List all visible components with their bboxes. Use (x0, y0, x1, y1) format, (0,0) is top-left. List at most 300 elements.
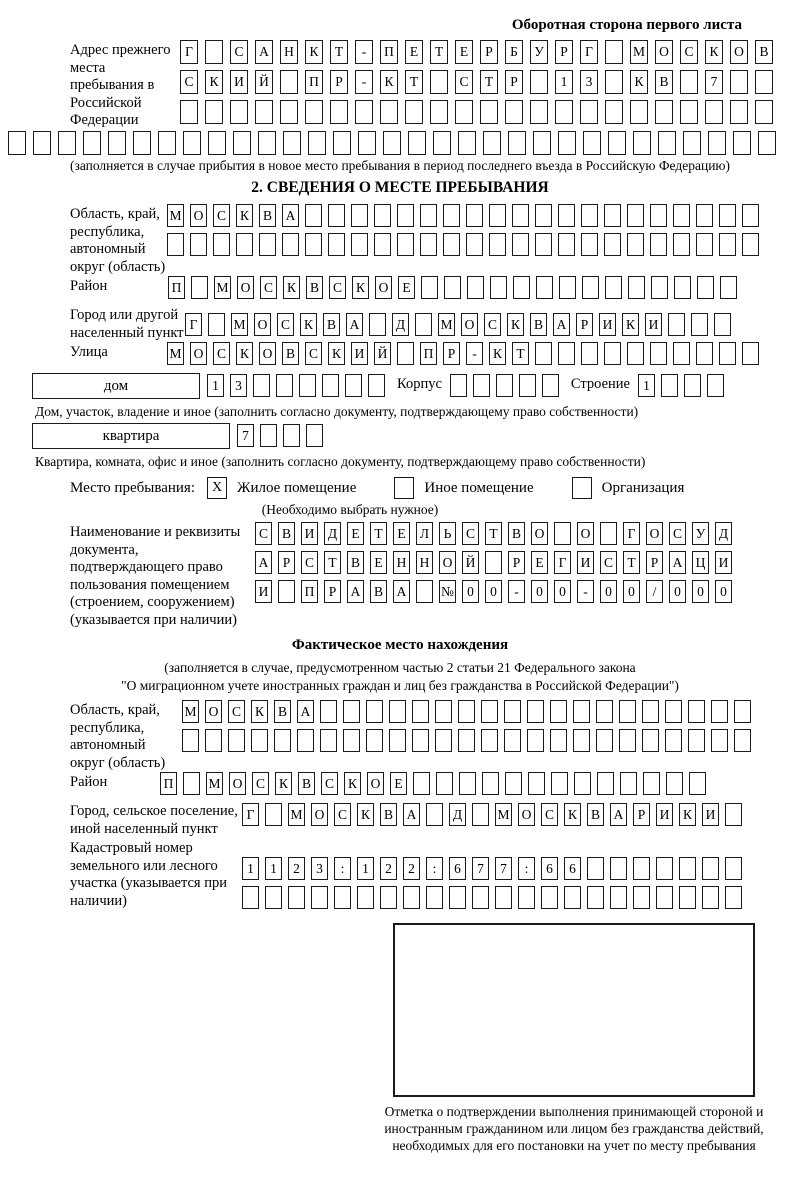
char-cell[interactable] (513, 276, 530, 299)
char-cell[interactable] (734, 700, 751, 723)
char-cell[interactable]: С (180, 70, 198, 94)
char-cell[interactable] (742, 204, 759, 227)
char-cell[interactable]: В (259, 204, 276, 227)
char-cell[interactable] (619, 700, 636, 723)
char-cell[interactable]: Д (715, 522, 732, 545)
char-cell[interactable] (383, 131, 401, 155)
char-cell[interactable] (527, 729, 544, 752)
char-cell[interactable]: С (462, 522, 479, 545)
char-cell[interactable]: 3 (311, 857, 328, 880)
stay-checkbox-organization[interactable] (572, 477, 592, 499)
char-cell[interactable] (650, 342, 667, 365)
char-cell[interactable] (688, 700, 705, 723)
char-cell[interactable] (725, 857, 742, 880)
char-cell[interactable] (650, 233, 667, 256)
char-cell[interactable]: Т (430, 40, 448, 64)
char-cell[interactable] (596, 729, 613, 752)
char-cell[interactable] (559, 276, 576, 299)
char-cell[interactable] (587, 886, 604, 909)
char-cell[interactable] (550, 700, 567, 723)
char-cell[interactable]: К (236, 342, 253, 365)
char-cell[interactable]: М (288, 803, 305, 826)
char-cell[interactable] (535, 204, 552, 227)
char-cell[interactable] (518, 886, 535, 909)
char-cell[interactable]: К (705, 40, 723, 64)
char-cell[interactable] (282, 233, 299, 256)
char-cell[interactable]: В (323, 313, 340, 336)
char-cell[interactable] (473, 374, 490, 397)
char-cell[interactable]: Е (347, 522, 364, 545)
char-cell[interactable]: В (282, 342, 299, 365)
char-cell[interactable] (351, 233, 368, 256)
char-cell[interactable]: В (530, 313, 547, 336)
char-cell[interactable] (472, 803, 489, 826)
char-cell[interactable]: И (715, 551, 732, 574)
char-cell[interactable] (725, 803, 742, 826)
char-cell[interactable]: К (630, 70, 648, 94)
char-cell[interactable] (587, 857, 604, 880)
char-cell[interactable] (183, 772, 200, 795)
char-cell[interactable]: Е (455, 40, 473, 64)
char-cell[interactable] (642, 729, 659, 752)
char-cell[interactable]: К (275, 772, 292, 795)
char-cell[interactable]: Т (623, 551, 640, 574)
char-cell[interactable] (191, 276, 208, 299)
char-cell[interactable] (642, 700, 659, 723)
char-cell[interactable] (679, 857, 696, 880)
char-cell[interactable]: 6 (449, 857, 466, 880)
char-cell[interactable] (558, 204, 575, 227)
char-cell[interactable] (278, 580, 295, 603)
char-cell[interactable] (343, 729, 360, 752)
char-cell[interactable]: О (577, 522, 594, 545)
char-cell[interactable] (420, 204, 437, 227)
char-cell[interactable]: А (553, 313, 570, 336)
char-cell[interactable] (512, 204, 529, 227)
char-cell[interactable] (620, 772, 637, 795)
char-cell[interactable]: В (306, 276, 323, 299)
char-cell[interactable] (405, 100, 423, 124)
char-cell[interactable]: Р (480, 40, 498, 64)
char-cell[interactable]: Е (398, 276, 415, 299)
char-cell[interactable]: С (669, 522, 686, 545)
char-cell[interactable]: Р (576, 313, 593, 336)
char-cell[interactable] (369, 313, 386, 336)
char-cell[interactable] (558, 342, 575, 365)
char-cell[interactable] (541, 886, 558, 909)
char-cell[interactable] (311, 886, 328, 909)
char-cell[interactable]: В (370, 580, 387, 603)
char-cell[interactable]: К (622, 313, 639, 336)
char-cell[interactable] (299, 374, 316, 397)
char-cell[interactable]: Й (255, 70, 273, 94)
char-cell[interactable] (574, 772, 591, 795)
char-cell[interactable]: Т (512, 342, 529, 365)
char-cell[interactable] (258, 131, 276, 155)
char-cell[interactable] (558, 131, 576, 155)
char-cell[interactable] (505, 100, 523, 124)
char-cell[interactable] (755, 100, 773, 124)
char-cell[interactable] (430, 100, 448, 124)
char-cell[interactable] (696, 342, 713, 365)
char-cell[interactable] (481, 729, 498, 752)
char-cell[interactable]: М (167, 342, 184, 365)
char-cell[interactable]: 1 (242, 857, 259, 880)
char-cell[interactable]: И (656, 803, 673, 826)
char-cell[interactable]: С (334, 803, 351, 826)
char-cell[interactable] (705, 100, 723, 124)
char-cell[interactable] (533, 131, 551, 155)
char-cell[interactable] (573, 700, 590, 723)
char-cell[interactable] (489, 233, 506, 256)
char-cell[interactable] (725, 886, 742, 909)
char-cell[interactable] (380, 100, 398, 124)
char-cell[interactable]: Г (185, 313, 202, 336)
char-cell[interactable] (305, 233, 322, 256)
char-cell[interactable]: П (420, 342, 437, 365)
char-cell[interactable]: И (702, 803, 719, 826)
char-cell[interactable]: К (344, 772, 361, 795)
char-cell[interactable] (415, 313, 432, 336)
char-cell[interactable] (665, 700, 682, 723)
char-cell[interactable]: 3 (230, 374, 247, 397)
char-cell[interactable] (605, 276, 622, 299)
char-cell[interactable] (242, 886, 259, 909)
char-cell[interactable]: / (646, 580, 663, 603)
char-cell[interactable] (253, 374, 270, 397)
char-cell[interactable]: У (530, 40, 548, 64)
char-cell[interactable] (604, 204, 621, 227)
char-cell[interactable] (213, 233, 230, 256)
char-cell[interactable] (720, 276, 737, 299)
char-cell[interactable] (666, 772, 683, 795)
char-cell[interactable]: О (190, 204, 207, 227)
char-cell[interactable] (483, 131, 501, 155)
char-cell[interactable] (280, 100, 298, 124)
char-cell[interactable] (397, 342, 414, 365)
char-cell[interactable]: 0 (692, 580, 709, 603)
char-cell[interactable] (633, 131, 651, 155)
char-cell[interactable] (734, 729, 751, 752)
char-cell[interactable]: Ц (692, 551, 709, 574)
char-cell[interactable] (443, 204, 460, 227)
char-cell[interactable] (449, 886, 466, 909)
char-cell[interactable]: Р (330, 70, 348, 94)
char-cell[interactable]: - (577, 580, 594, 603)
char-cell[interactable] (683, 131, 701, 155)
char-cell[interactable]: Р (324, 580, 341, 603)
char-cell[interactable] (208, 313, 225, 336)
char-cell[interactable] (467, 276, 484, 299)
char-cell[interactable]: Г (623, 522, 640, 545)
char-cell[interactable]: Г (580, 40, 598, 64)
char-cell[interactable] (133, 131, 151, 155)
char-cell[interactable]: О (259, 342, 276, 365)
char-cell[interactable] (610, 857, 627, 880)
char-cell[interactable]: 0 (554, 580, 571, 603)
char-cell[interactable] (450, 374, 467, 397)
char-cell[interactable] (485, 551, 502, 574)
char-cell[interactable] (504, 700, 521, 723)
char-cell[interactable] (305, 100, 323, 124)
char-cell[interactable] (435, 700, 452, 723)
char-cell[interactable] (274, 729, 291, 752)
char-cell[interactable]: 0 (669, 580, 686, 603)
char-cell[interactable]: Т (324, 551, 341, 574)
char-cell[interactable]: Й (374, 342, 391, 365)
char-cell[interactable] (627, 233, 644, 256)
char-cell[interactable] (555, 100, 573, 124)
char-cell[interactable]: М (206, 772, 223, 795)
char-cell[interactable] (702, 886, 719, 909)
char-cell[interactable] (466, 233, 483, 256)
char-cell[interactable] (673, 233, 690, 256)
char-cell[interactable] (481, 700, 498, 723)
char-cell[interactable]: С (541, 803, 558, 826)
char-cell[interactable] (482, 772, 499, 795)
char-cell[interactable] (708, 131, 726, 155)
char-cell[interactable]: В (655, 70, 673, 94)
char-cell[interactable] (573, 729, 590, 752)
char-cell[interactable] (330, 100, 348, 124)
char-cell[interactable]: И (645, 313, 662, 336)
char-cell[interactable] (205, 100, 223, 124)
char-cell[interactable]: С (255, 522, 272, 545)
char-cell[interactable] (542, 374, 559, 397)
char-cell[interactable]: Е (370, 551, 387, 574)
char-cell[interactable] (416, 580, 433, 603)
char-cell[interactable] (320, 729, 337, 752)
char-cell[interactable] (627, 342, 644, 365)
char-cell[interactable] (536, 276, 553, 299)
char-cell[interactable] (412, 700, 429, 723)
char-cell[interactable] (608, 131, 626, 155)
char-cell[interactable] (512, 233, 529, 256)
char-cell[interactable] (684, 374, 701, 397)
char-cell[interactable]: И (230, 70, 248, 94)
char-cell[interactable] (433, 131, 451, 155)
char-cell[interactable]: А (255, 551, 272, 574)
char-cell[interactable] (714, 313, 731, 336)
char-cell[interactable]: П (168, 276, 185, 299)
char-cell[interactable] (436, 772, 453, 795)
char-cell[interactable]: А (282, 204, 299, 227)
char-cell[interactable]: К (305, 40, 323, 64)
char-cell[interactable]: М (438, 313, 455, 336)
char-cell[interactable]: Р (443, 342, 460, 365)
char-cell[interactable] (519, 374, 536, 397)
char-cell[interactable]: К (357, 803, 374, 826)
char-cell[interactable] (408, 131, 426, 155)
char-cell[interactable]: Ь (439, 522, 456, 545)
char-cell[interactable] (508, 131, 526, 155)
char-cell[interactable]: А (347, 580, 364, 603)
char-cell[interactable] (403, 886, 420, 909)
char-cell[interactable] (627, 204, 644, 227)
char-cell[interactable] (380, 886, 397, 909)
char-cell[interactable] (742, 342, 759, 365)
char-cell[interactable] (530, 70, 548, 94)
char-cell[interactable] (581, 233, 598, 256)
char-cell[interactable]: Й (462, 551, 479, 574)
char-cell[interactable] (320, 700, 337, 723)
char-cell[interactable]: 1 (638, 374, 655, 397)
char-cell[interactable]: И (599, 313, 616, 336)
char-cell[interactable]: Т (405, 70, 423, 94)
char-cell[interactable]: Р (278, 551, 295, 574)
char-cell[interactable] (397, 233, 414, 256)
char-cell[interactable] (551, 772, 568, 795)
char-cell[interactable] (283, 424, 300, 447)
char-cell[interactable]: О (518, 803, 535, 826)
char-cell[interactable] (389, 700, 406, 723)
char-cell[interactable]: М (214, 276, 231, 299)
char-cell[interactable]: В (380, 803, 397, 826)
char-cell[interactable] (228, 729, 245, 752)
char-cell[interactable]: О (375, 276, 392, 299)
char-cell[interactable] (480, 100, 498, 124)
char-cell[interactable]: Т (330, 40, 348, 64)
char-cell[interactable] (455, 100, 473, 124)
char-cell[interactable] (322, 374, 339, 397)
char-cell[interactable]: В (274, 700, 291, 723)
char-cell[interactable] (108, 131, 126, 155)
char-cell[interactable] (581, 342, 598, 365)
char-cell[interactable] (180, 100, 198, 124)
char-cell[interactable] (633, 857, 650, 880)
char-cell[interactable] (426, 886, 443, 909)
char-cell[interactable] (605, 70, 623, 94)
char-cell[interactable] (233, 131, 251, 155)
char-cell[interactable] (530, 100, 548, 124)
char-cell[interactable] (430, 70, 448, 94)
char-cell[interactable] (333, 131, 351, 155)
char-cell[interactable]: С (228, 700, 245, 723)
char-cell[interactable] (604, 233, 621, 256)
char-cell[interactable] (528, 772, 545, 795)
char-cell[interactable] (755, 70, 773, 94)
char-cell[interactable] (673, 204, 690, 227)
char-cell[interactable] (305, 204, 322, 227)
char-cell[interactable] (343, 700, 360, 723)
char-cell[interactable] (554, 522, 571, 545)
char-cell[interactable]: 7 (237, 424, 254, 447)
char-cell[interactable] (527, 700, 544, 723)
char-cell[interactable]: 3 (580, 70, 598, 94)
char-cell[interactable] (495, 886, 512, 909)
char-cell[interactable]: М (167, 204, 184, 227)
char-cell[interactable]: С (260, 276, 277, 299)
char-cell[interactable] (679, 886, 696, 909)
char-cell[interactable] (702, 857, 719, 880)
char-cell[interactable] (33, 131, 51, 155)
char-cell[interactable] (435, 729, 452, 752)
char-cell[interactable] (604, 342, 621, 365)
char-cell[interactable] (582, 276, 599, 299)
char-cell[interactable]: 1 (555, 70, 573, 94)
char-cell[interactable]: С (484, 313, 501, 336)
char-cell[interactable]: П (160, 772, 177, 795)
char-cell[interactable] (260, 424, 277, 447)
char-cell[interactable] (733, 131, 751, 155)
char-cell[interactable]: Д (449, 803, 466, 826)
char-cell[interactable] (374, 204, 391, 227)
char-cell[interactable] (605, 40, 623, 64)
char-cell[interactable]: Т (485, 522, 502, 545)
char-cell[interactable]: Т (480, 70, 498, 94)
char-cell[interactable]: К (679, 803, 696, 826)
char-cell[interactable] (328, 204, 345, 227)
char-cell[interactable] (334, 886, 351, 909)
char-cell[interactable] (420, 233, 437, 256)
char-cell[interactable] (655, 100, 673, 124)
char-cell[interactable] (489, 204, 506, 227)
char-cell[interactable] (665, 729, 682, 752)
char-cell[interactable] (730, 100, 748, 124)
char-cell[interactable] (711, 700, 728, 723)
char-cell[interactable]: - (355, 40, 373, 64)
char-cell[interactable] (668, 313, 685, 336)
char-cell[interactable]: К (236, 204, 253, 227)
char-cell[interactable] (8, 131, 26, 155)
char-cell[interactable] (459, 772, 476, 795)
char-cell[interactable] (58, 131, 76, 155)
char-cell[interactable] (458, 700, 475, 723)
char-cell[interactable]: К (564, 803, 581, 826)
char-cell[interactable]: О (439, 551, 456, 574)
char-cell[interactable]: У (692, 522, 709, 545)
char-cell[interactable] (345, 374, 362, 397)
char-cell[interactable]: В (298, 772, 315, 795)
char-cell[interactable]: В (587, 803, 604, 826)
char-cell[interactable]: Т (370, 522, 387, 545)
char-cell[interactable] (426, 803, 443, 826)
char-cell[interactable] (276, 374, 293, 397)
char-cell[interactable]: : (426, 857, 443, 880)
char-cell[interactable]: Е (390, 772, 407, 795)
char-cell[interactable]: С (213, 204, 230, 227)
char-cell[interactable]: П (380, 40, 398, 64)
char-cell[interactable] (397, 204, 414, 227)
char-cell[interactable] (421, 276, 438, 299)
char-cell[interactable]: 2 (403, 857, 420, 880)
char-cell[interactable]: К (283, 276, 300, 299)
char-cell[interactable]: Е (405, 40, 423, 64)
char-cell[interactable] (259, 233, 276, 256)
char-cell[interactable] (597, 772, 614, 795)
char-cell[interactable] (205, 40, 223, 64)
char-cell[interactable]: 0 (600, 580, 617, 603)
char-cell[interactable] (466, 204, 483, 227)
stay-checkbox-residential[interactable]: X (207, 477, 227, 499)
char-cell[interactable]: В (347, 551, 364, 574)
char-cell[interactable]: А (403, 803, 420, 826)
char-cell[interactable] (167, 233, 184, 256)
char-cell[interactable] (688, 729, 705, 752)
char-cell[interactable]: И (577, 551, 594, 574)
char-cell[interactable]: Г (554, 551, 571, 574)
char-cell[interactable]: 6 (541, 857, 558, 880)
char-cell[interactable]: В (278, 522, 295, 545)
char-cell[interactable] (661, 374, 678, 397)
char-cell[interactable]: О (205, 700, 222, 723)
char-cell[interactable] (265, 803, 282, 826)
char-cell[interactable] (472, 886, 489, 909)
char-cell[interactable]: К (352, 276, 369, 299)
char-cell[interactable]: М (182, 700, 199, 723)
char-cell[interactable] (236, 233, 253, 256)
char-cell[interactable]: С (321, 772, 338, 795)
